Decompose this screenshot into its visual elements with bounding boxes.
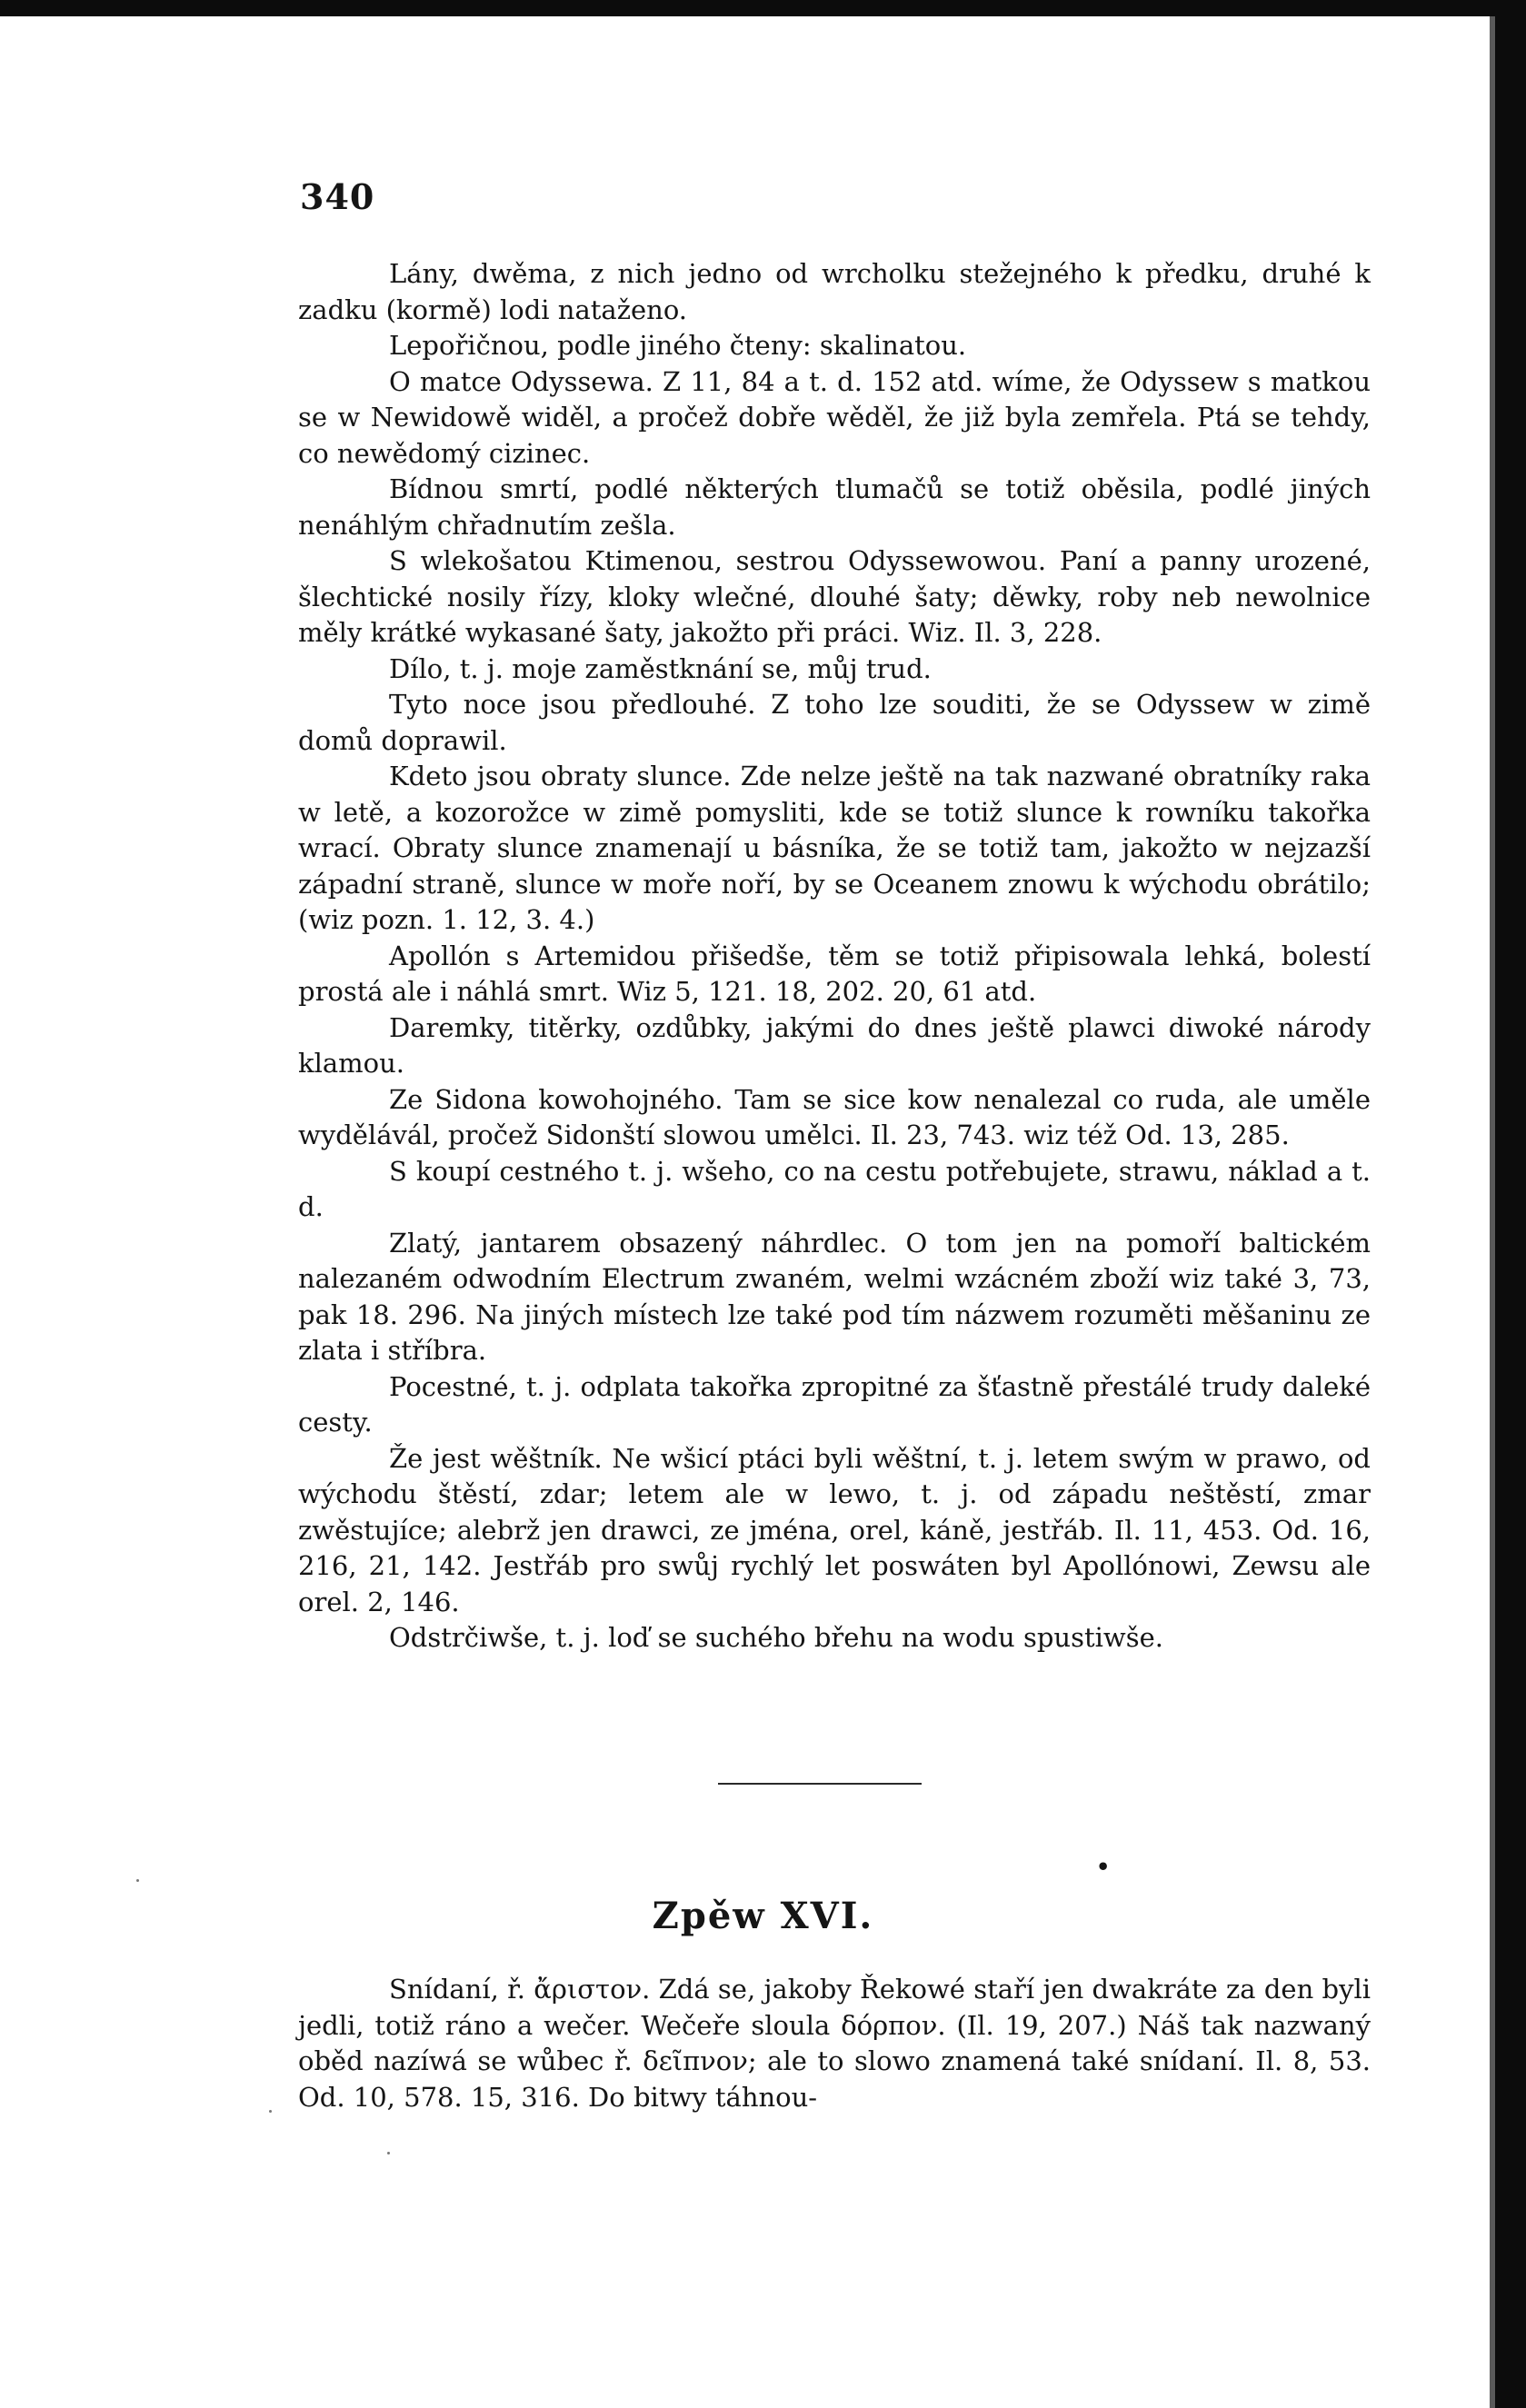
note-paragraph: Kdeto jsou obraty slunce. Zde nelze ještě na tak nazwané obratníky raka w letě, a kozorožce w zimě pomysliti, kde se totiž slunce k rowníku takořka wrací. Obraty slunce znamenají u básníka, že se totiž tam, jakožto w nejzazší západní straně, slunce w moře noří, by se Oceanem znowu k wýchodu obrátilo; (wiz pozn. 1. 12, 3. 4.) <box>298 761 1371 935</box>
scan-speck <box>269 2110 272 2113</box>
note-paragraph: O matce Odyssewa. Z 11, 84 a t. d. 152 atd. wíme, že Odyssew s matkou se w Newidowě widěl, a pročež dobře wěděl, že již byla zemřela. Ptá se tehdy, co newědomý cizinec. <box>298 365 1371 469</box>
ornament-mark: • <box>1096 1854 1111 1880</box>
page-number: 340 <box>300 176 375 217</box>
note-paragraph: Tyto noce jsou předlouhé. Z toho lze souditi, že se Odyssew w zimě domů doprawil. <box>298 689 1371 756</box>
scan-border-shadow <box>1490 16 1495 2408</box>
section-paragraph: Snídaní, ř. ἄριστον. Zdá se, jakoby Řekowé staří jen dwakráte za den byli jedli, totiž ráno a wečer. Wečeře sloula δόρπον. (Il. 19, 207.) Náš tak nazwaný oběd nazíwá se wůbec ř. δεῖπνον; ale to slowo znamená také snídaní. Il. 8, 53. Od. 10, 578. 15, 316. Do bitwy táhnou- <box>298 1974 1371 2113</box>
note-paragraph: Ze Sidona kowohojného. Tam se sice kow nenalezal co ruda, ale uměle wydělávál, pročež Sidonští slowou umělci. Il. 23, 743. wiz též Od. 13, 285. <box>298 1083 1371 1150</box>
note-paragraph: Lány, dwěma, z nich jedno od wrcholku stežejného k předku, druhé k zadku (kormě) lodi nataženo. <box>298 258 1371 325</box>
note-paragraph: S koupí cestného t. j. wšeho, co na cestu potřebujete, strawu, náklad a t. d. <box>298 1155 1371 1222</box>
note-paragraph: Lepořičnou, podle jiného čteny: skalinatou. <box>389 330 967 361</box>
note-paragraph: Apollón s Artemidou přišedše, těm se totiž připisowala lehká, bolestí prostá ale i náhlá smrt. Wiz 5, 121. 18, 202. 20, 61 atd. <box>298 940 1371 1007</box>
note-paragraph: Daremky, titěrky, ozdůbky, jakými do dnes ještě plawci diwoké národy klamou. <box>298 1011 1371 1079</box>
scan-border-top <box>0 0 1526 16</box>
scan-speck <box>387 2152 390 2154</box>
note-paragraph: Bídnou smrtí, podlé některých tlumačů se totiž oběsila, podlé jiných nenáhlým chřadnutím zešla. <box>298 473 1371 541</box>
note-paragraph: Dílo, t. j. moje zaměstknání se, můj trud. <box>389 652 932 684</box>
section-divider <box>718 1783 922 1785</box>
note-paragraph: Že jest wěštník. Ne wšicí ptáci byli wěštní, t. j. letem swým w prawo, od wýchodu štěstí, zdar; letem ale w lewo, t. j. od západu neštěstí, zmar zwěstujíce; alebrž jen drawci, ze jména, orel, káně, jestřáb. Il. 11, 453. Od. 16, 216, 21, 142. Jestřáb pro swůj rychlý let poswáten byl Apollónowi, Zewsu ale orel. 2, 146. <box>298 1442 1371 1617</box>
note-paragraph: Zlatý, jantarem obsazený náhrdlec. O tom jen na pomoří baltickém nalezaném odwodním Electrum zwaném, welmi wzácném zboží wiz také 3, 73, pak 18. 296. Na jiných místech lze také pod tím názwem rozuměti měšaninu ze zlata i stříbra. <box>298 1227 1371 1366</box>
notes-block <box>298 256 1371 1657</box>
section-title: Zpěw XVI. <box>652 1895 874 1937</box>
scan-speck <box>136 1879 139 1882</box>
section-body <box>298 1972 1371 2115</box>
note-paragraph: Odstrčiwše, t. j. loď se suchého břehu na wodu spustiwše. <box>389 1622 1163 1653</box>
note-paragraph: S wlekošatou Ktimenou, sestrou Odyssewowou. Paní a panny urozené, šlechtické nosily řízy, kloky wlečné, dlouhé šaty; děwky, roby neb newolnice měly krátké wykasané šaty, jakožto při práci. Wiz. Il. 3, 228. <box>298 545 1371 648</box>
scan-border-right <box>1495 0 1526 2408</box>
note-paragraph: Pocestné, t. j. odplata takořka zpropitné za šťastně přestálé trudy daleké cesty. <box>298 1370 1371 1438</box>
